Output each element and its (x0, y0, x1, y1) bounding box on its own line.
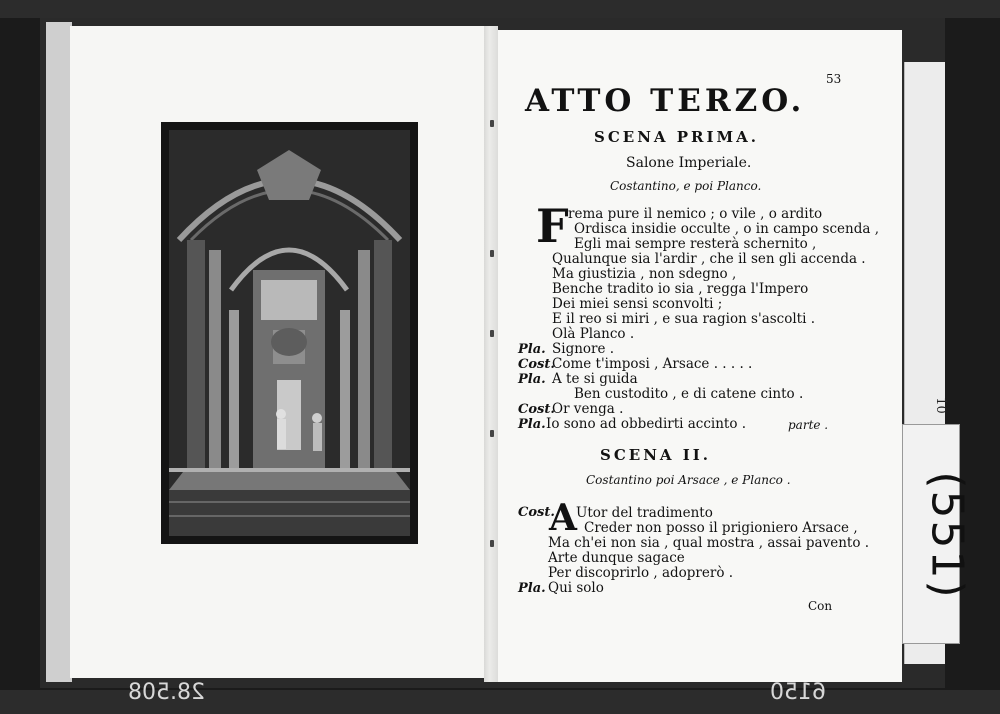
speaker-label: Pla. (518, 417, 546, 432)
dialogue-line: Or venga . (552, 401, 624, 417)
stage-set-engraving (169, 130, 410, 536)
verse-line: Egli mai sempre resterà schernito , (574, 236, 817, 252)
drop-capital: A (549, 497, 577, 539)
verse-line: Ordisca insidie occulte , o in campo scenda , (574, 221, 879, 237)
speaker-label: Pla. (518, 372, 546, 387)
dialogue-line: Qui solo (548, 580, 604, 596)
verse-line: Ma giustizia , non sdegno , (552, 266, 737, 282)
verse-line: Creder non posso il prigioniero Arsace , (584, 520, 858, 536)
dialogue-line: Signore . (552, 341, 615, 357)
speaker-label: Cost. (518, 505, 555, 520)
dialogue-line: Io sono ad obbedirti accinto . (546, 416, 747, 432)
scene-title: SCENA II. (600, 446, 712, 464)
scene-characters: Costantino poi Arsace , e Planco . (586, 473, 791, 487)
binding-stitch (490, 430, 494, 437)
verse-line: Qualunque sia l'ardir , che il sen gli accenda . (552, 251, 866, 267)
verse-line: Olà Planco . (552, 326, 635, 342)
page-number: 53 (826, 72, 842, 86)
verse-line: Utor del tradimento (576, 505, 713, 521)
verse-line: Benche tradito io sia , regga l'Impero (552, 281, 809, 297)
scene-setting: Salone Imperiale. (626, 155, 752, 171)
speaker-label: Cost. (518, 402, 555, 417)
dialogue-line: Come t'imposi , Arsace . . . . . (552, 356, 753, 372)
verse-line: Ma ch'ei non sia , qual mostra , assai pavento . (548, 535, 870, 551)
verse-line: E il reo si miri , e sua ragion s'ascolti . (552, 311, 815, 327)
verse-line: Arte dunque sagace (548, 550, 685, 566)
verse-line: Dei miei sensi sconvolti ; (552, 296, 723, 312)
binding-stitch (490, 540, 494, 547)
binding-stitch (490, 120, 494, 127)
catchword: Con (808, 599, 833, 613)
negative-number: 6150 (770, 680, 826, 705)
archive-label: (551) (921, 471, 973, 600)
act-title: ATTO TERZO. (525, 83, 806, 119)
left-page-edges (46, 22, 72, 682)
verse-line: rema pure il nemico ; o vile , o ardito (568, 206, 823, 222)
stage-direction: parte . (788, 418, 829, 432)
dialogue-line: A te si guida (552, 371, 638, 387)
speaker-label: Pla. (518, 342, 546, 357)
speaker-label: Cost. (518, 357, 555, 372)
drop-capital: F (536, 199, 569, 253)
negative-number: 28.508 (128, 680, 205, 705)
verse-line: Per discoprirlo , adoprerò . (548, 565, 734, 581)
binding-stitch (490, 250, 494, 257)
binding-stitch (490, 330, 494, 337)
edge-number: 10 (932, 397, 948, 414)
scene-title: SCENA PRIMA. (594, 128, 760, 146)
dialogue-line: Ben custodito , e di catene cinto . (574, 386, 804, 402)
speaker-label: Pla. (518, 581, 546, 596)
engraving-plate (161, 122, 418, 544)
scene-characters: Costantino, e poi Planco. (610, 179, 762, 193)
